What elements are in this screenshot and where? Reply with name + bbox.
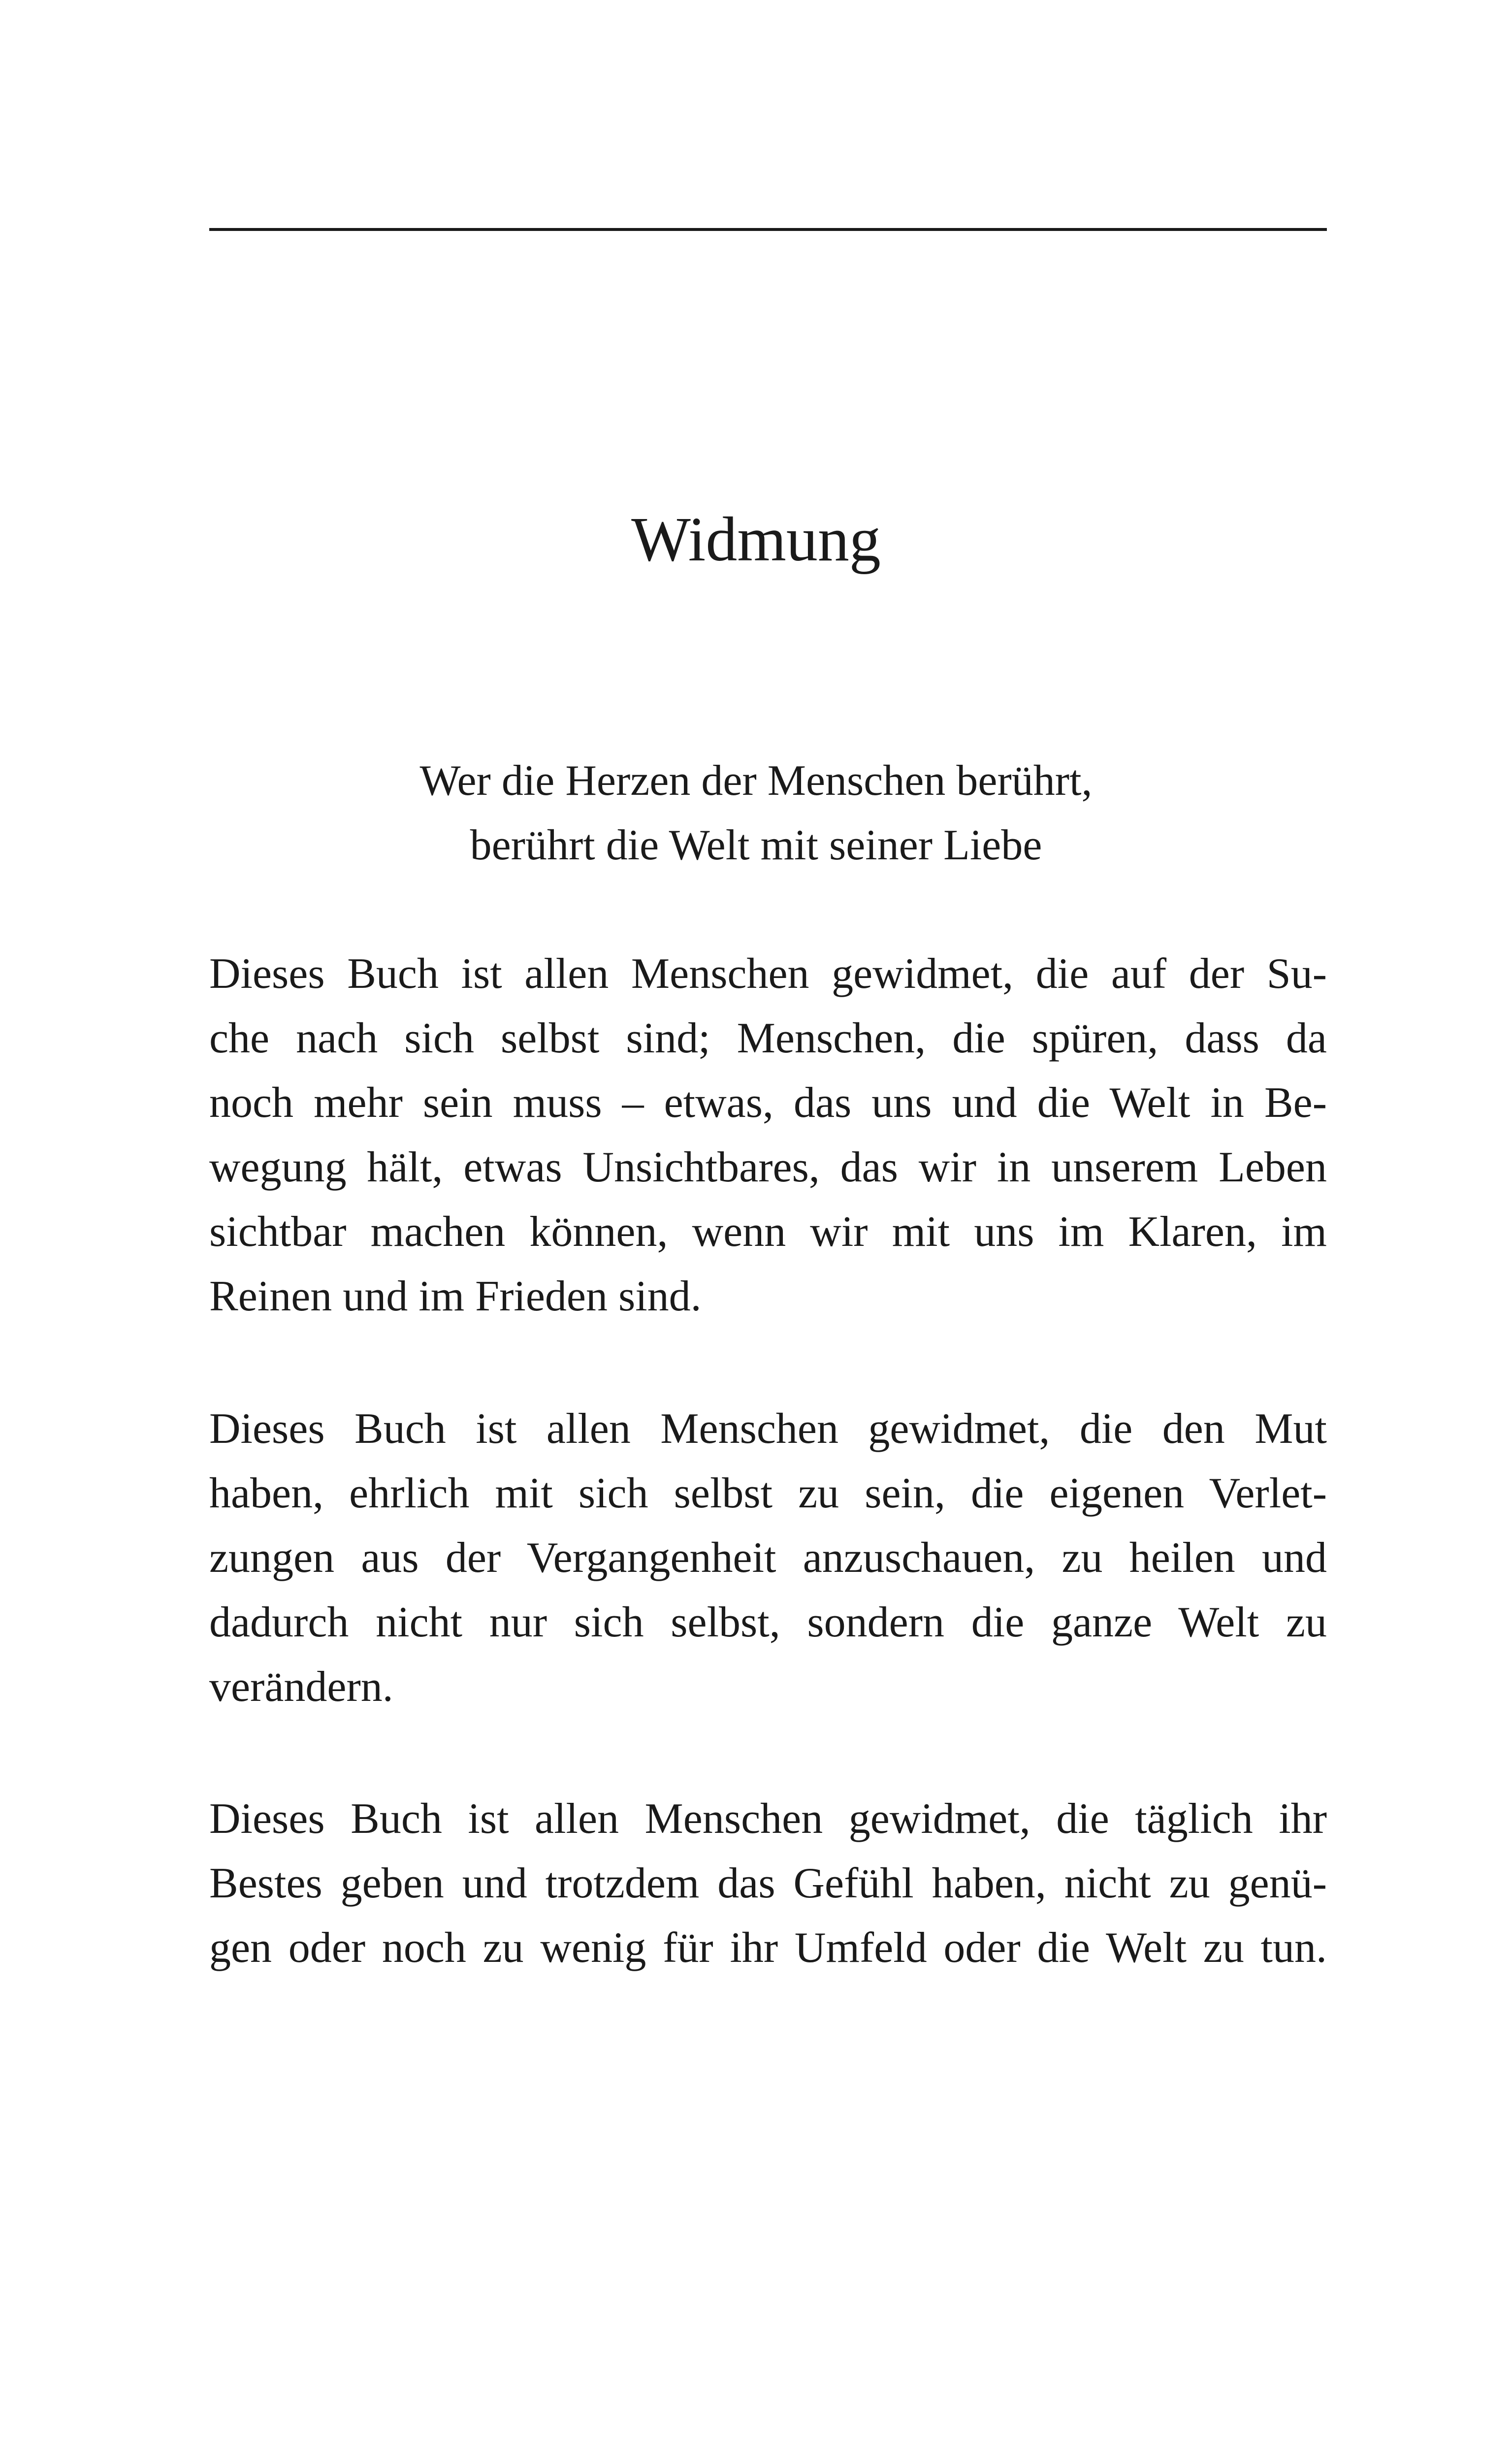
dedication-motto — [0, 749, 1512, 878]
text-line: dadurch nicht nur sich selbst, sondern die ganze Welt zu — [209, 1598, 1327, 1646]
text-line: sichtbar machen können, wenn wir mit uns im Klaren, im — [209, 1208, 1327, 1256]
text-line: Dieses Buch ist allen Menschen gewidmet, die den Mut — [209, 1405, 1327, 1453]
text-line: Dieses Buch ist allen Menschen gewidmet, die täglich ihr — [209, 1795, 1327, 1843]
text-line: haben, ehrlich mit sich selbst zu sein, die eigenen Verlet- — [209, 1469, 1327, 1517]
text-line: Bestes geben und trotzdem das Gefühl haben, nicht zu genü- — [209, 1859, 1327, 1907]
text-line: Reinen und im Frieden sind. — [209, 1272, 702, 1320]
header-rule — [209, 228, 1327, 231]
dedication-paragraph-3 — [209, 1787, 1327, 1980]
page-title: Widmung — [631, 504, 881, 574]
text-line: noch mehr sein muss – etwas, das uns und die Welt in Be- — [209, 1079, 1327, 1127]
motto-line: berührt die Welt mit seiner Liebe — [470, 821, 1042, 869]
text-line: Dieses Buch ist allen Menschen gewidmet, die auf der Su- — [209, 950, 1327, 998]
motto-line: Wer die Herzen der Menschen berührt, — [419, 757, 1093, 805]
dedication-paragraph-1 — [209, 942, 1327, 1329]
text-line: wegung hält, etwas Unsichtbares, das wir in unserem Leben — [209, 1143, 1327, 1191]
text-line: che nach sich selbst sind; Menschen, die spüren, dass da — [209, 1014, 1327, 1062]
text-line: zungen aus der Vergangenheit anzuschauen, zu heilen und — [209, 1534, 1327, 1582]
text-line: verändern. — [209, 1663, 393, 1711]
dedication-paragraph-2 — [209, 1397, 1327, 1719]
text-line: gen oder noch zu wenig für ihr Umfeld oder die Welt zu tun. — [209, 1924, 1327, 1972]
